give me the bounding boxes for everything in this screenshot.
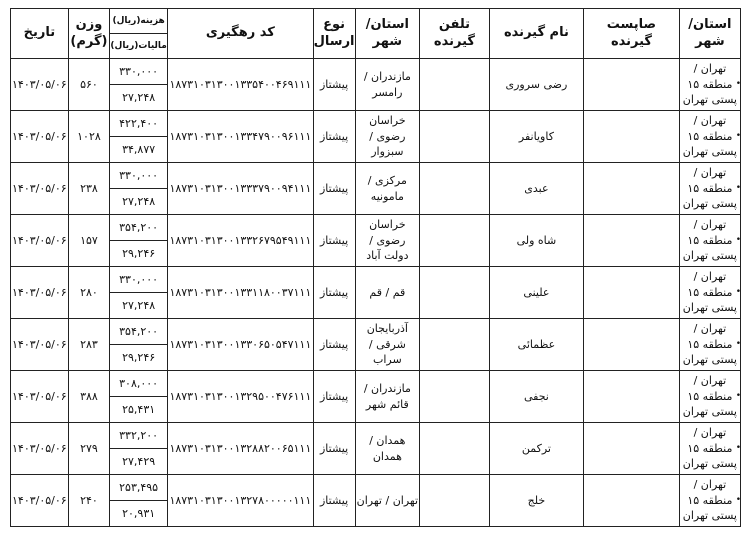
tracking-code-cell: ۱۸۷۳۱۰۳۱۳۰۰۱۳۲۹۵۰۰۴۷۶۱۱۱ bbox=[168, 371, 314, 423]
row-edge-dot: • bbox=[735, 131, 741, 141]
send-type-cell: پیشتاز bbox=[313, 319, 355, 371]
sender-cell: تهران / منطقه ۱۵ پستی تهران bbox=[679, 215, 740, 267]
send-type-cell: پیشتاز bbox=[313, 59, 355, 111]
tracking-code-cell: ۱۸۷۳۱۰۳۱۳۰۰۱۳۳۱۱۸۰۰۳۷۱۱۱ bbox=[168, 267, 314, 319]
tax-value: ۲۷,۴۲۹ bbox=[122, 455, 156, 468]
send-type-cell: پیشتاز bbox=[313, 371, 355, 423]
cost-value: ۲۵۳,۴۹۵ bbox=[110, 475, 167, 501]
cost-tax-cell bbox=[110, 215, 168, 267]
row-edge-dot: • bbox=[735, 287, 741, 297]
date-cell: ۱۴۰۳/۰۵/۰۶ bbox=[11, 267, 69, 319]
cost-tax-cell bbox=[110, 319, 168, 371]
send-type-cell: پیشتاز bbox=[313, 475, 355, 527]
tax-value: ۲۷,۲۴۸ bbox=[122, 195, 156, 208]
receiver-phone-cell bbox=[420, 59, 490, 111]
row-edge-dot: • bbox=[735, 495, 741, 505]
dest-city-cell: مازندران / قائم شهر bbox=[355, 371, 420, 423]
tax-value: ۲۹,۲۴۶ bbox=[122, 247, 156, 260]
weight-cell: ۵۶۰ bbox=[68, 59, 109, 111]
tracking-code-cell: ۱۸۷۳۱۰۳۱۳۰۰۱۳۳۴۷۹۰۰۹۶۱۱۱ bbox=[168, 111, 314, 163]
tracking-code-cell: ۱۸۷۳۱۰۳۱۳۰۰۱۳۳۵۴۰۰۴۶۹۱۱۱ bbox=[168, 59, 314, 111]
receiver-name-cell: عظمائی bbox=[489, 319, 583, 371]
date-cell: ۱۴۰۳/۰۵/۰۶ bbox=[11, 423, 69, 475]
dest-city-cell: مرکزی / مامونیه bbox=[355, 163, 420, 215]
cost-value: ۳۵۴,۲۰۰ bbox=[110, 215, 167, 241]
cost-value: ۳۳۲,۲۰۰ bbox=[110, 423, 167, 449]
tracking-code-cell: ۱۸۷۳۱۰۳۱۳۰۰۱۳۲۷۸۰۰۰۰۰۱۱۱ bbox=[168, 475, 314, 527]
table-row bbox=[11, 215, 741, 267]
cost-tax-cell bbox=[110, 423, 168, 475]
sender-owner-cell bbox=[584, 267, 680, 319]
receiver-phone-cell bbox=[420, 111, 490, 163]
header-sender-owner: صاپست گیرنده bbox=[584, 9, 680, 59]
dest-city-cell: مازندران / رامسر bbox=[355, 59, 420, 111]
cost-tax-cell bbox=[110, 371, 168, 423]
dest-city-cell: آذربایجان شرقی / سراب bbox=[355, 319, 420, 371]
receiver-phone-cell bbox=[420, 371, 490, 423]
header-sender-city: استان/ شهر bbox=[679, 9, 740, 59]
send-type-cell: پیشتاز bbox=[313, 267, 355, 319]
cost-tax-cell bbox=[110, 267, 168, 319]
table-row bbox=[11, 267, 741, 319]
weight-cell: ۱۰۲۸ bbox=[68, 111, 109, 163]
sender-cell: تهران / منطقه ۱۵ پستی تهران bbox=[679, 111, 740, 163]
table-row bbox=[11, 371, 741, 423]
weight-cell: ۲۸۳ bbox=[68, 319, 109, 371]
tax-value: ۲۹,۲۴۶ bbox=[122, 351, 156, 364]
sender-owner-cell bbox=[584, 319, 680, 371]
weight-cell: ۲۴۰ bbox=[68, 475, 109, 527]
receiver-phone-cell bbox=[420, 319, 490, 371]
sender-owner-cell bbox=[584, 59, 680, 111]
row-edge-dot: • bbox=[735, 183, 741, 193]
receiver-name-cell: علینی bbox=[489, 267, 583, 319]
tax-value: ۳۴,۸۷۷ bbox=[122, 143, 156, 156]
row-edge-dot: • bbox=[735, 339, 741, 349]
receiver-name-cell: کاویانفر bbox=[489, 111, 583, 163]
send-type-cell: پیشتاز bbox=[313, 423, 355, 475]
table-row bbox=[11, 475, 741, 527]
header-dest-city: استان/ شهر bbox=[355, 9, 420, 59]
receiver-phone-cell bbox=[420, 215, 490, 267]
header-send-type: نوع ارسال bbox=[313, 9, 355, 59]
date-cell: ۱۴۰۳/۰۵/۰۶ bbox=[11, 163, 69, 215]
header-row bbox=[11, 9, 741, 59]
row-edge-dot: • bbox=[735, 443, 741, 453]
sender-cell: تهران / منطقه ۱۵ پستی تهران bbox=[679, 163, 740, 215]
date-cell: ۱۴۰۳/۰۵/۰۶ bbox=[11, 475, 69, 527]
header-tax: مالیات(ریال) bbox=[110, 41, 167, 51]
cost-value: ۳۳۰,۰۰۰ bbox=[110, 59, 167, 85]
receiver-name-cell: نجفی bbox=[489, 371, 583, 423]
tracking-code-cell: ۱۸۷۳۱۰۳۱۳۰۰۱۳۳۰۶۵۰۵۴۷۱۱۱ bbox=[168, 319, 314, 371]
receiver-name-cell: شاه ولی bbox=[489, 215, 583, 267]
tax-value: ۲۵,۴۳۱ bbox=[122, 403, 156, 416]
tax-value: ۲۷,۲۴۸ bbox=[122, 91, 156, 104]
cost-value: ۳۵۴,۲۰۰ bbox=[110, 319, 167, 345]
sender-cell: تهران / منطقه ۱۵ پستی تهران bbox=[679, 267, 740, 319]
cost-tax-cell bbox=[110, 163, 168, 215]
row-edge-dot: • bbox=[735, 235, 741, 245]
row-edge-dot: • bbox=[735, 79, 741, 89]
receiver-name-cell: عبدی bbox=[489, 163, 583, 215]
cost-tax-cell bbox=[110, 475, 168, 527]
sender-owner-cell bbox=[584, 215, 680, 267]
weight-cell: ۲۸۰ bbox=[68, 267, 109, 319]
send-type-cell: پیشتاز bbox=[313, 215, 355, 267]
dest-city-cell: قم / قم bbox=[355, 267, 420, 319]
dest-city-cell: تهران / تهران bbox=[355, 475, 420, 527]
receiver-phone-cell bbox=[420, 163, 490, 215]
header-tracking-code: کد رهگیری bbox=[168, 9, 314, 59]
date-cell: ۱۴۰۳/۰۵/۰۶ bbox=[11, 59, 69, 111]
header-receiver-name: نام گیرنده bbox=[489, 9, 583, 59]
date-cell: ۱۴۰۳/۰۵/۰۶ bbox=[11, 371, 69, 423]
cost-value: ۳۳۰,۰۰۰ bbox=[110, 163, 167, 189]
header-cost: هزینه(ریال) bbox=[110, 9, 167, 34]
cost-value: ۴۲۲,۴۰۰ bbox=[110, 111, 167, 137]
receiver-phone-cell bbox=[420, 423, 490, 475]
row-edge-dot: • bbox=[735, 391, 741, 401]
dest-city-cell: همدان / همدان bbox=[355, 423, 420, 475]
sender-cell: تهران / منطقه ۱۵ پستی تهران bbox=[679, 371, 740, 423]
weight-cell: ۱۵۷ bbox=[68, 215, 109, 267]
send-type-cell: پیشتاز bbox=[313, 163, 355, 215]
table-body bbox=[11, 59, 741, 527]
table-row bbox=[11, 423, 741, 475]
receiver-name-cell: ترکمن bbox=[489, 423, 583, 475]
header-cost-tax bbox=[110, 9, 168, 59]
date-cell: ۱۴۰۳/۰۵/۰۶ bbox=[11, 215, 69, 267]
header-weight: وزن (گرم) bbox=[68, 9, 109, 59]
cost-tax-cell bbox=[110, 111, 168, 163]
tracking-code-cell: ۱۸۷۳۱۰۳۱۳۰۰۱۳۳۲۶۷۹۵۴۹۱۱۱ bbox=[168, 215, 314, 267]
table-row bbox=[11, 59, 741, 111]
receiver-name-cell: رضی سروری bbox=[489, 59, 583, 111]
dest-city-cell: خراسان رضوی / دولت آباد bbox=[355, 215, 420, 267]
sender-cell: تهران / منطقه ۱۵ پستی تهران bbox=[679, 475, 740, 527]
tax-value: ۲۰,۹۳۱ bbox=[122, 507, 156, 520]
sender-cell: تهران / منطقه ۱۵ پستی تهران bbox=[679, 59, 740, 111]
cost-tax-cell bbox=[110, 59, 168, 111]
date-cell: ۱۴۰۳/۰۵/۰۶ bbox=[11, 319, 69, 371]
tracking-code-cell: ۱۸۷۳۱۰۳۱۳۰۰۱۳۳۳۷۹۰۰۹۴۱۱۱ bbox=[168, 163, 314, 215]
receiver-phone-cell bbox=[420, 267, 490, 319]
weight-cell: ۲۷۹ bbox=[68, 423, 109, 475]
tax-value: ۲۷,۲۴۸ bbox=[122, 299, 156, 312]
sender-owner-cell bbox=[584, 111, 680, 163]
send-type-cell: پیشتاز bbox=[313, 111, 355, 163]
sender-owner-cell bbox=[584, 475, 680, 527]
sender-cell: تهران / منطقه ۱۵ پستی تهران bbox=[679, 319, 740, 371]
header-receiver-phone: تلفن گیرنده bbox=[420, 9, 490, 59]
sender-owner-cell bbox=[584, 423, 680, 475]
cost-value: ۳۰۸,۰۰۰ bbox=[110, 371, 167, 397]
weight-cell: ۳۸۸ bbox=[68, 371, 109, 423]
weight-cell: ۲۳۸ bbox=[68, 163, 109, 215]
shipments-table bbox=[10, 8, 741, 527]
cost-value: ۳۳۰,۰۰۰ bbox=[110, 267, 167, 293]
date-cell: ۱۴۰۳/۰۵/۰۶ bbox=[11, 111, 69, 163]
table-row bbox=[11, 111, 741, 163]
header-date: تاریخ bbox=[11, 9, 69, 59]
tracking-code-cell: ۱۸۷۳۱۰۳۱۳۰۰۱۳۲۸۸۲۰۰۶۵۱۱۱ bbox=[168, 423, 314, 475]
sender-cell: تهران / منطقه ۱۵ پستی تهران bbox=[679, 423, 740, 475]
dest-city-cell: خراسان رضوی / سبزوار bbox=[355, 111, 420, 163]
sender-owner-cell bbox=[584, 371, 680, 423]
table-row bbox=[11, 319, 741, 371]
sender-owner-cell bbox=[584, 163, 680, 215]
receiver-phone-cell bbox=[420, 475, 490, 527]
receiver-name-cell: خلج bbox=[489, 475, 583, 527]
table-row bbox=[11, 163, 741, 215]
